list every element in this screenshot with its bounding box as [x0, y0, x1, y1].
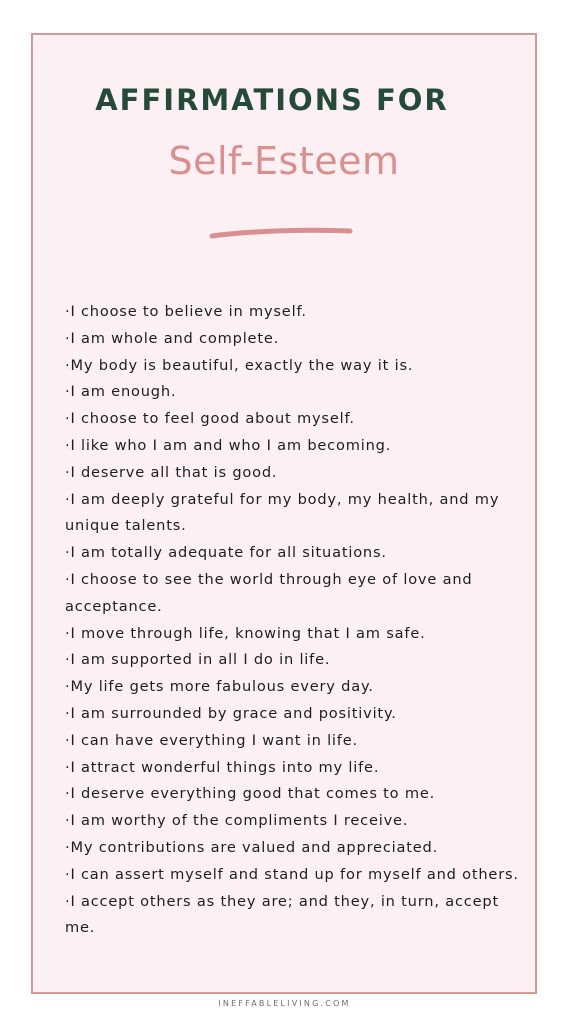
- affirmation-item: ·I am worthy of the compliments I receive.: [65, 812, 409, 830]
- affirmation-item: ·I deserve all that is good.: [65, 463, 278, 481]
- affirmation-item: ·I deserve everything good that comes to me.: [65, 785, 436, 803]
- affirmation-item: ·My contributions are valued and appreciated.: [65, 838, 439, 856]
- decorative-underline: [209, 225, 353, 243]
- affirmation-item: ·I attract wonderful things into my life.: [65, 758, 380, 776]
- affirmation-item: ·I move through life, knowing that I am safe.: [65, 624, 426, 642]
- affirmation-item: ·I choose to believe in myself.: [65, 303, 307, 320]
- page-subtitle: Self-Esteem: [168, 139, 400, 183]
- footer-site-name: INEFFABLELIVING.COM: [204, 998, 364, 1010]
- page-title: AFFIRMATIONS FOR: [95, 83, 449, 117]
- footer: [0, 991, 569, 1008]
- affirmation-item: ·I am deeply grateful for my body, my health, and my unique talents.: [65, 490, 500, 535]
- affirmation-item: ·I can have everything I want in life.: [65, 731, 358, 749]
- affirmation-item: ·I accept others as they are; and they, in turn, accept me.: [65, 892, 499, 937]
- affirmation-item: ·I like who I am and who I am becoming.: [65, 436, 392, 454]
- affirmation-item: ·I am enough.: [65, 383, 177, 401]
- affirmation-item: ·I choose to see the world through eye of love and acceptance.: [65, 570, 473, 615]
- affirmation-item: ·I am whole and complete.: [65, 329, 280, 347]
- affirmations-card: [31, 33, 537, 994]
- affirmation-item: ·I choose to feel good about myself.: [65, 410, 355, 428]
- affirmation-item: ·I can assert myself and stand up for myself and others.: [65, 865, 519, 883]
- affirmations-list: [65, 299, 525, 942]
- affirmation-item: ·My body is beautiful, exactly the way it is.: [65, 356, 414, 374]
- affirmation-item: ·I am supported in all I do in life.: [65, 651, 331, 669]
- affirmation-item: ·My life gets more fabulous every day.: [65, 678, 374, 696]
- affirmation-item: ·I am totally adequate for all situations.: [65, 544, 387, 562]
- affirmation-item: ·I am surrounded by grace and positivity.: [65, 704, 397, 722]
